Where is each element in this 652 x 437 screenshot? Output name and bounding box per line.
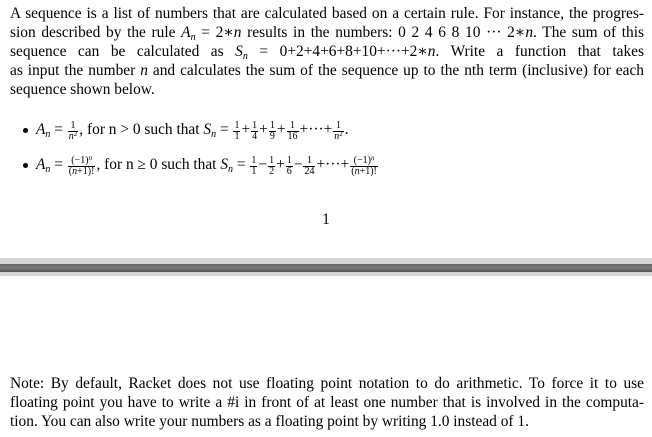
sequence-list <box>36 120 636 190</box>
intro-line-3: sequence can be calculated as $S_n$ = 0+2+4+6+8+10+···+2∗n. Write a function that takes <box>10 43 644 62</box>
page-number: 1 <box>322 211 330 228</box>
note-line-2: floating point you have to write a #i in front of at least one number that is involved in the computa- <box>10 394 644 411</box>
sequence-item-2: $A_n$ = $\frac{(-1)^n}{(n+1)!}$ , for n ≥ 0 such that $S_n$ = $\frac{1}{1}$ − $\frac{1}{2}$ + $\frac{1}{6}$ − $\frac{1}{24}$ +···+ $\frac{(-1)^n}{(n+1)!}$ <box>36 155 636 177</box>
sequence-item-1: $A_n$ = $\frac{1}{n^2}$ , for n > 0 such that $S_n$ = $\frac{1}{1}$ + $\frac{1}{4}$ + $\frac{1}{9}$ + $\frac{1}{16}$ +···+ $\frac{1}{n^2}$ . <box>36 120 636 142</box>
note-paragraph <box>10 374 644 431</box>
intro-line-2: sion described by the rule $A_n$ = 2∗n results in the numbers: 0 2 4 6 8 10 ··· 2∗n. The sum of this <box>10 24 644 43</box>
intro-line-5: sequence shown below. <box>10 81 155 98</box>
note-line-3: tion. You can also write your numbers as a floating point by writing 1.0 instead of 1. <box>10 413 529 430</box>
page-separator <box>0 258 652 276</box>
intro-paragraph <box>10 4 644 99</box>
intro-line-4: as input the number n and calculates the sum of the sequence up to the nth term (inclusive) for each <box>10 62 644 79</box>
page-separator-bar <box>0 264 652 272</box>
intro-line-1: A sequence is a list of numbers that are calculated based on a certain rule. For instance, the progres- <box>10 5 644 22</box>
note-line-1: Note: By default, Racket does not use floating point notation to do arithmetic. To force it to use <box>10 375 644 392</box>
